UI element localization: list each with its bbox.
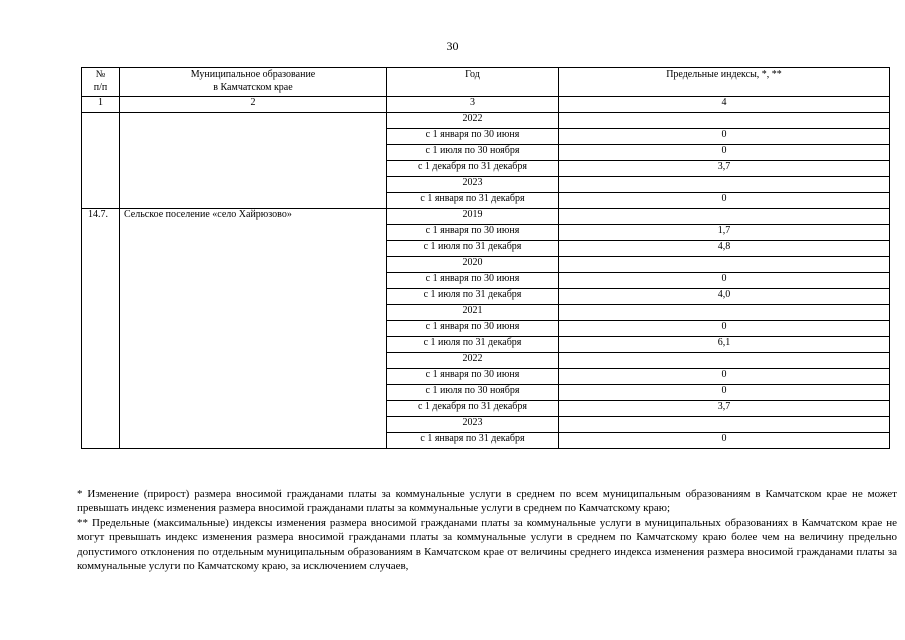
index-value-cell bbox=[559, 353, 890, 369]
index-value-cell bbox=[559, 417, 890, 433]
column-number-1: 1 bbox=[82, 97, 120, 113]
header-num-line1: № bbox=[95, 69, 106, 80]
period-cell: с 1 июля по 30 ноября bbox=[387, 145, 559, 161]
header-municipality-line2: в Камчатском крае bbox=[213, 82, 293, 93]
period-cell: с 1 декабря по 31 декабря bbox=[387, 401, 559, 417]
period-cell: с 1 января по 30 июня bbox=[387, 129, 559, 145]
index-value-cell bbox=[559, 113, 890, 129]
period-cell: с 1 января по 30 июня bbox=[387, 273, 559, 289]
index-value-cell: 6,1 bbox=[559, 337, 890, 353]
period-cell: 2023 bbox=[387, 177, 559, 193]
index-value-cell: 0 bbox=[559, 273, 890, 289]
period-cell: с 1 июля по 31 декабря bbox=[387, 289, 559, 305]
index-value-cell: 0 bbox=[559, 433, 890, 449]
period-cell: 2020 bbox=[387, 257, 559, 273]
index-value-cell: 0 bbox=[559, 369, 890, 385]
index-value-cell bbox=[559, 177, 890, 193]
index-value-cell: 0 bbox=[559, 321, 890, 337]
index-value-cell: 0 bbox=[559, 129, 890, 145]
period-cell: с 1 января по 31 декабря bbox=[387, 193, 559, 209]
header-num bbox=[82, 68, 120, 97]
page-number: 30 bbox=[446, 39, 459, 53]
column-number-2: 2 bbox=[120, 97, 387, 113]
header-num-line2: п/п bbox=[93, 82, 108, 93]
index-value-cell: 4,0 bbox=[559, 289, 890, 305]
period-cell: 2022 bbox=[387, 113, 559, 129]
period-cell: 2019 bbox=[387, 209, 559, 225]
header-municipality-line1: Муниципальное образование bbox=[190, 69, 316, 80]
index-value-cell: 4,8 bbox=[559, 241, 890, 257]
period-cell: с 1 января по 30 июня bbox=[387, 369, 559, 385]
entry-14-7-number: 14.7. bbox=[82, 209, 120, 449]
period-cell: с 1 июля по 30 ноября bbox=[387, 385, 559, 401]
column-number-4: 4 bbox=[559, 97, 890, 113]
period-cell: 2022 bbox=[387, 353, 559, 369]
table-body bbox=[82, 97, 890, 449]
header-indices: Предельные индексы, *, ** bbox=[559, 68, 890, 97]
period-cell: с 1 января по 30 июня bbox=[387, 321, 559, 337]
footnote-2: ** Предельные (максимальные) индексы изменения размера вносимой гражданами платы за коммунальные услуги в муниципальных образованиях в Камчатском крае не могут превышать индекс изменения размера вносимой гражданами платы за коммунальные услуги в среднем по Камчатскому краю более чем на величину предельно допустимого отклонения по отдельным муниципальным образованиям в Камчатском крае от величины среднего индекса изменения размера вносимой гражданами платы за коммунальные услуги по Камчатскому краю, за исключением случаев, bbox=[77, 516, 897, 573]
column-number-3: 3 bbox=[387, 97, 559, 113]
header-year: Год bbox=[387, 68, 559, 97]
header-municipality bbox=[120, 68, 387, 97]
column-number-row bbox=[82, 97, 890, 113]
index-value-cell: 0 bbox=[559, 385, 890, 401]
index-value-cell bbox=[559, 209, 890, 225]
period-cell: с 1 января по 31 декабря bbox=[387, 433, 559, 449]
continuation-municipality bbox=[120, 113, 387, 209]
limit-indices-table bbox=[81, 67, 890, 449]
period-cell: 2023 bbox=[387, 417, 559, 433]
index-value-cell bbox=[559, 305, 890, 321]
period-cell: 2021 bbox=[387, 305, 559, 321]
index-value-cell bbox=[559, 257, 890, 273]
entry-14-7-row bbox=[82, 209, 890, 225]
entry-14-7-municipality: Сельское поселение «село Хайрюзово» bbox=[120, 209, 387, 449]
index-value-cell: 3,7 bbox=[559, 401, 890, 417]
index-value-cell: 0 bbox=[559, 193, 890, 209]
footnotes bbox=[77, 487, 897, 573]
period-cell: с 1 декабря по 31 декабря bbox=[387, 161, 559, 177]
continuation-row bbox=[82, 113, 890, 129]
index-value-cell: 0 bbox=[559, 145, 890, 161]
index-value-cell: 1,7 bbox=[559, 225, 890, 241]
index-value-cell: 3,7 bbox=[559, 161, 890, 177]
period-cell: с 1 июля по 31 декабря bbox=[387, 337, 559, 353]
table-header-row bbox=[82, 68, 890, 97]
period-cell: с 1 июля по 31 декабря bbox=[387, 241, 559, 257]
period-cell: с 1 января по 30 июня bbox=[387, 225, 559, 241]
continuation-number bbox=[82, 113, 120, 209]
footnote-1: * Изменение (прирост) размера вносимой гражданами платы за коммунальные услуги в среднем по всем муниципальным образованиям в Камчатском крае не может превышать индекс изменения размера вносимой гражданами платы за коммунальные услуги в среднем по Камчатскому краю; bbox=[77, 488, 897, 515]
